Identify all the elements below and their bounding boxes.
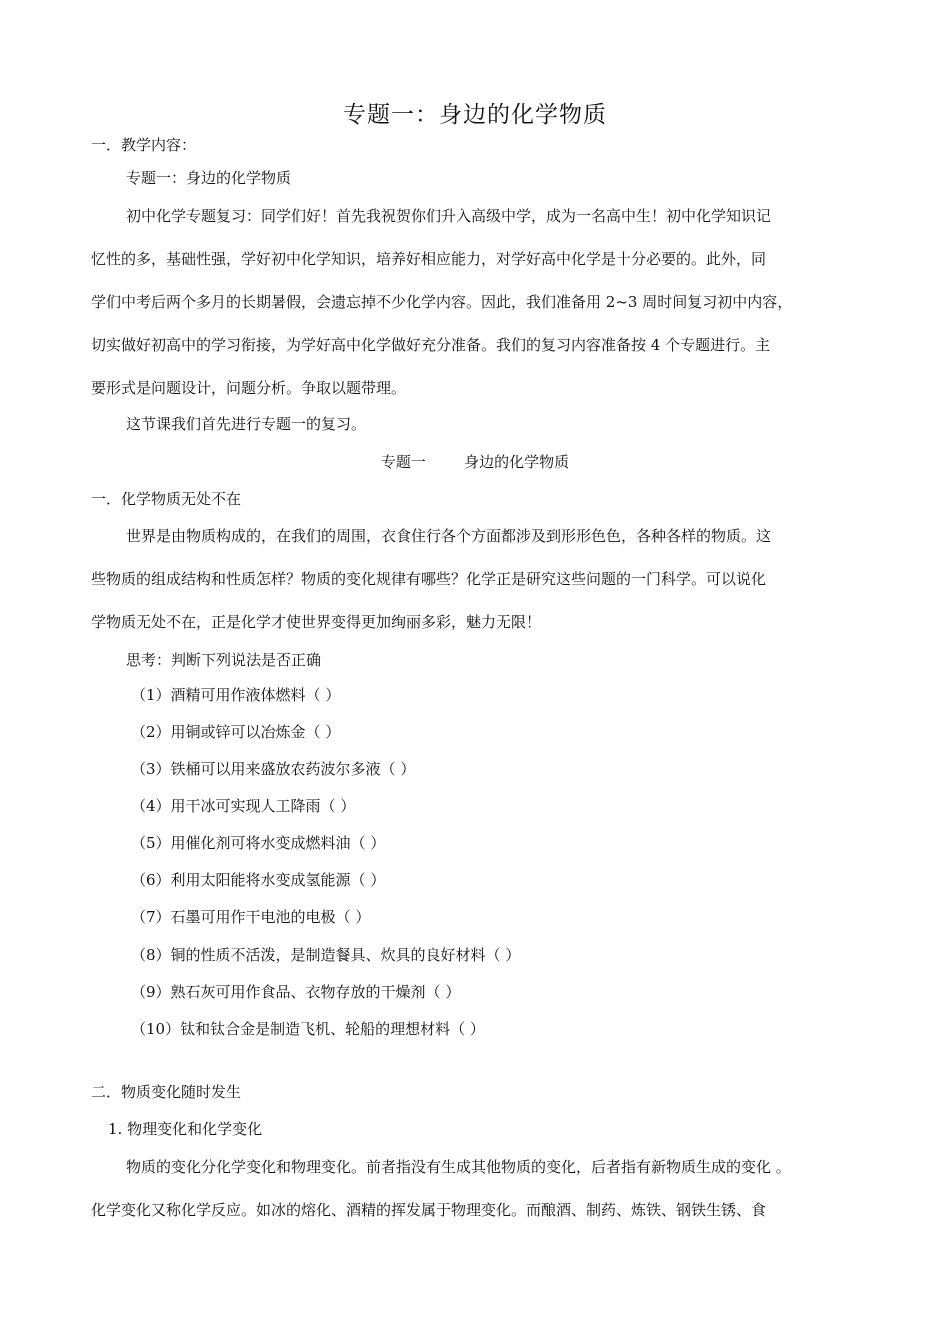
intro-line-4: 切实做好初高中的学习衔接，为学好高中化学做好充分准备。我们的复习内容准备按 4 个专题进行。主 — [91, 336, 771, 354]
question-item-3: （3）铁桶可以用来盛放农药波尔多液（ ） — [131, 760, 416, 778]
topic-line: 专题一：身边的化学物质 — [126, 169, 292, 187]
heading-teaching-content: 一．教学内容： — [91, 136, 197, 154]
intro-line-1: 初中化学专题复习：同学们好！首先我祝贺你们升入高级中学，成为一名高中生！初中化学知识记 — [126, 207, 772, 225]
intro-line-5: 要形式是问题设计，问题分析。争取以题带理。 — [91, 379, 407, 397]
section-subtitle: 专题一 身边的化学物质 — [380, 453, 570, 471]
change-line-2: 化学变化又称化学反应。如冰的熔化、酒精的挥发属于物理变化。而酿酒、制药、炼铁、钢铁生锈、食 — [91, 1201, 767, 1219]
question-item-5: （5）用催化剂可将水变成燃料油（ ） — [131, 834, 386, 852]
question-item-7: （7）石墨可用作干电池的电极（ ） — [131, 908, 371, 926]
question-item-9: （9）熟石灰可用作食品、衣物存放的干燥剂（ ） — [131, 983, 461, 1001]
think-line: 思考：判断下列说法是否正确 — [126, 651, 322, 669]
heading-section-1: 一．化学物质无处不在 — [91, 490, 242, 508]
question-item-4: （4）用干冰可实现人工降雨（ ） — [131, 797, 356, 815]
intro-line-2: 忆性的多，基础性强，学好初中化学知识，培养好相应能力，对学好高中化学是十分必要的。此外，同 — [91, 250, 767, 268]
world-line-3: 学物质无处不在，正是化学才使世界变得更加绚丽多彩，魅力无限！ — [91, 613, 542, 631]
question-item-8: （8）铜的性质不活泼，是制造餐具、炊具的良好材料（ ） — [131, 946, 521, 964]
change-line-1: 物质的变化分化学变化和物理变化。前者指没有生成其他物质的变化，后者指有新物质生成的变化 。 — [126, 1158, 791, 1176]
question-item-6: （6）利用太阳能将水变成氢能源（ ） — [131, 871, 386, 889]
review-line: 这节课我们首先进行专题一的复习。 — [126, 415, 367, 433]
world-line-1: 世界是由物质构成的，在我们的周围，衣食住行各个方面都涉及到形形色色，各种各样的物质。这 — [126, 527, 772, 545]
question-item-1: （1）酒精可用作液体燃料（ ） — [131, 686, 341, 704]
page-title: 专题一：身边的化学物质 — [343, 102, 607, 128]
question-item-2: （2）用铜或锌可以冶炼金（ ） — [131, 723, 341, 741]
intro-line-3: 学们中考后两个多月的长期暑假，会遗忘掉不少化学内容。因此，我们准备用 2~3 周时间复习初中内容， — [91, 293, 793, 311]
question-item-10: （10）钛和钛合金是制造飞机、轮船的理想材料（ ） — [131, 1020, 485, 1038]
heading-subsection-1: 1. 物理变化和化学变化 — [108, 1120, 263, 1138]
world-line-2: 些物质的组成结构和性质怎样？物质的变化规律有哪些？化学正是研究这些问题的一门科学。可以说化 — [91, 570, 767, 588]
heading-section-2: 二．物质变化随时发生 — [91, 1083, 242, 1101]
